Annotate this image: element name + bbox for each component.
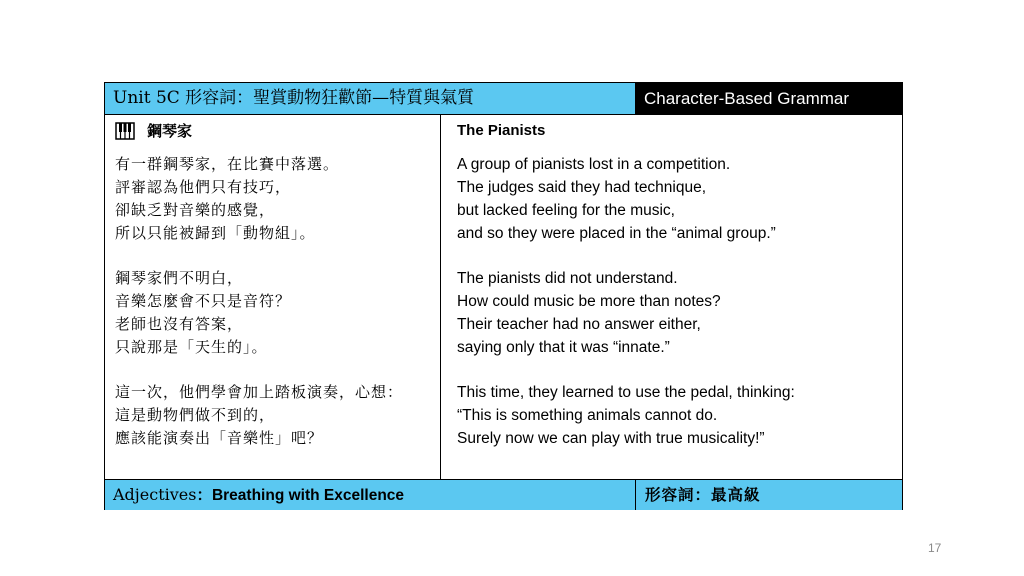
chinese-paragraph [115,153,440,245]
text-line: 老師也沒有答案， [115,315,244,333]
text-line: “This is something animals cannot do. [457,407,718,424]
lesson-card [104,82,903,510]
text-line: 這一次，他們學會加上踏板演奏，心想： [115,383,404,401]
card-footer [105,479,902,510]
english-title: The Pianists [457,122,546,139]
card-header [105,83,902,115]
text-line: 卻缺乏對音樂的感覺， [115,201,276,219]
page-number: 17 [928,541,942,555]
text-line: 鋼琴家們不明白， [115,269,244,287]
text-line: Their teacher had no answer either, [457,316,701,333]
text-line: saying only that it was “innate.” [457,339,670,356]
chinese-title-row [115,119,440,143]
adjectives-label: Adjectives [113,485,197,504]
text-line: How could music be more than notes? [457,293,721,310]
text-line: 音樂怎麼會不只是音符？ [115,292,292,310]
english-column [448,115,900,479]
text-line: 應該能演奏出「音樂性」吧？ [115,429,324,447]
chinese-paragraph [115,267,440,359]
text-line: but lacked feeling for the music, [457,202,675,219]
text-line: 有一群鋼琴家，在比賽中落選。 [115,155,340,173]
unit-title: Unit 5C 形容詞：聖賞動物狂歡節—特質與氣質 [105,83,636,114]
text-line: 所以只能被歸到「動物組」。 [115,224,316,242]
english-paragraph [457,381,900,450]
footer-subtitle: ：Breathing with Excellence [196,487,405,504]
text-line: 只說那是「天生的」。 [115,338,268,356]
text-line: 評審認為他們只有技巧， [115,178,292,196]
text-line: The pianists did not understand. [457,270,678,287]
text-line: and so they were placed in the “animal group.” [457,225,776,242]
grammar-label: 形容詞：最高級 [636,480,902,510]
footer-adjectives [105,480,636,510]
english-paragraph [457,267,900,359]
text-line: A group of pianists lost in a competition. [457,156,731,173]
chinese-title: 鋼琴家 [147,122,193,140]
series-label: Character-Based Grammar [636,83,902,114]
text-line: This time, they learned to use the pedal, thinking: [457,384,795,401]
english-paragraph [457,153,900,245]
chinese-column [105,115,441,479]
card-body [105,115,902,479]
text-line: Surely now we can play with true musicality!” [457,430,765,447]
text-line: 這是動物們做不到的， [115,406,276,424]
text-line: The judges said they had technique, [457,179,707,196]
piano-icon [115,122,135,140]
chinese-paragraph [115,381,440,450]
